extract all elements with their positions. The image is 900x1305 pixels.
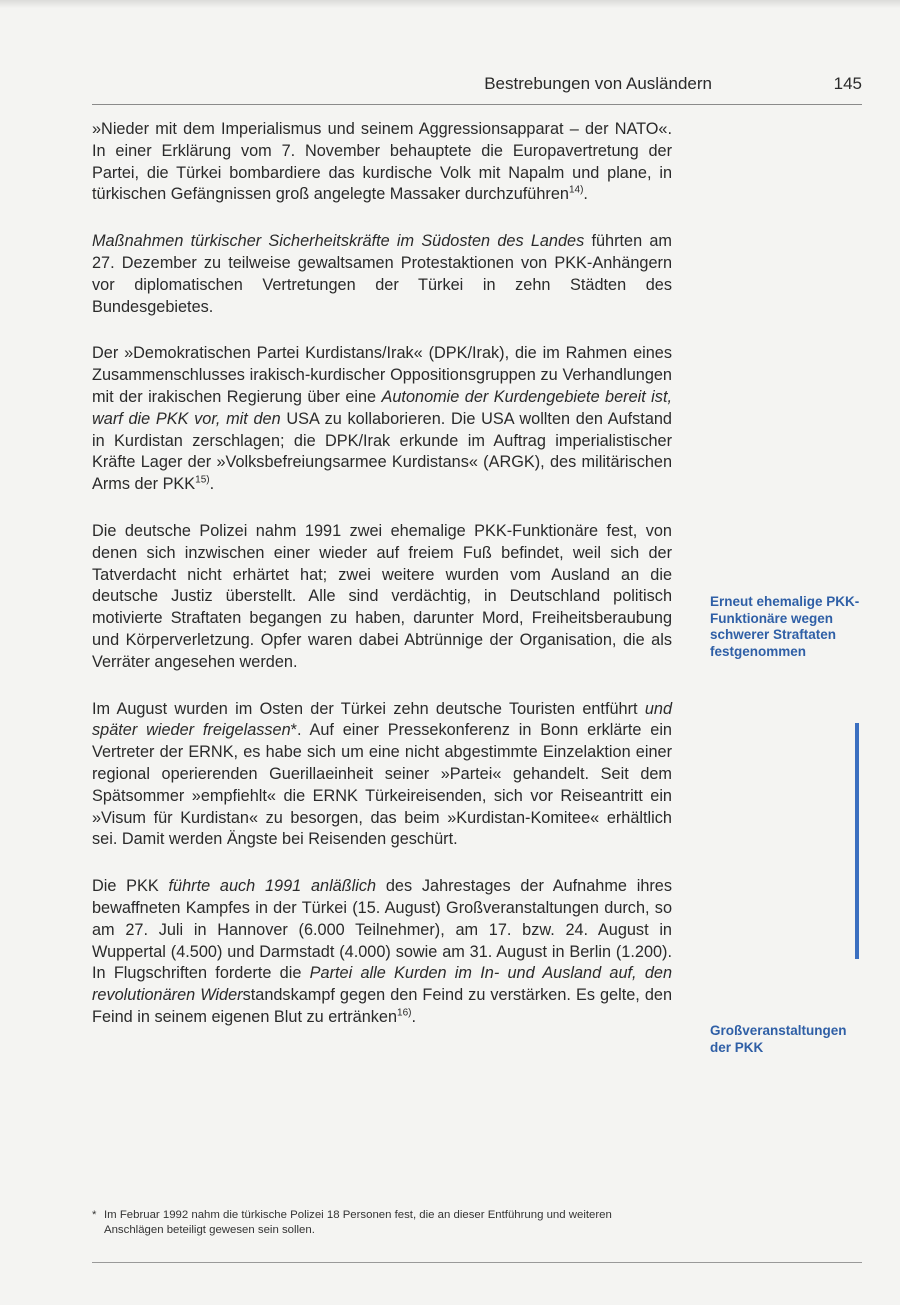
emphasis-text: Partei alle Kurden im In- und Ausland auf, den revolutionären Wider — [92, 964, 672, 1005]
page-number: 145 — [833, 74, 862, 93]
paragraph — [92, 876, 672, 1029]
change-bar — [855, 723, 859, 959]
text-run: . — [209, 475, 215, 494]
text-run: des Jahrestages der Aufnahme ihres bewaffneten Kampfes in der Türkei (15. August) Großveranstaltungen durch, so am 27. Juli in Hannover (6.000 Teilnehmer), am 17. bzw. 24. August in Wuppertal (4.500) und Darmstadt (4.000) sowie am 31. August in Berlin (1.200). In Flugschriften forderte die — [92, 877, 672, 983]
text-run: *. Auf einer Pressekonferenz in Bonn erklärte ein Vertreter der ERNK, es habe sich um eine nicht abgestimmte Einzelaktion einer regional operierenden Guerillaeinheit seiner »Partei« gehandelt. Seit dem Spätsommer »empfiehlt« die ERNK Türkeireisenden, sich vor Reiseantritt ein »Visum für Kurdistan« zu besorgen, das beim »Kurdistan-Komitee« erhältlich sei. Damit werden Ängste bei Reisenden geschürt. — [92, 721, 672, 849]
emphasis-text: und später wieder freigelassen — [92, 699, 672, 740]
header-title: Bestrebungen von Ausländern — [484, 74, 712, 93]
text-run: »Nieder mit dem Imperialismus und seinem Aggressionsapparat – der NATO«. In einer Erklärung vom 7. November behauptete die Europavertretung der Partei, die Türkei bombardiere das kurdische Volk mit Napalm und plane, in türkischen Gefängnissen groß angelegte Massaker durchzuführen — [92, 120, 672, 204]
footnote-reference: 15) — [195, 474, 210, 486]
text-run: Im August wurden im Osten der Türkei zehn deutsche Touristen entführt — [92, 699, 645, 718]
paragraph — [92, 699, 672, 852]
text-run: Die deutsche Polizei nahm 1991 zwei ehemalige PKK-Funktionäre fest, von denen sich inzwischen einer wieder auf freiem Fuß befindet, weil sich der Tatverdacht nicht erhärtet hat; zwei weitere wurden vom Ausland an die deutsche Justiz überstellt. Alle sind verdächtig, in Deutschland politisch motivierte Straftaten begangen zu haben, darunter Mord, Freiheitsberaubung und Körperverletzung. Opfer waren dabei Abtrünnige der Organisation, die als Verräter angesehen werden. — [92, 521, 672, 671]
text-run: . — [583, 185, 588, 204]
paragraph — [92, 343, 672, 496]
marginal-note-arrests: Erneut ehemalige PKK-Funktionäre wegen schwerer Straftaten festgenommen — [710, 594, 860, 659]
text-run: . — [411, 1007, 416, 1026]
bottom-rule — [92, 1262, 862, 1263]
marginal-note-events: Großveranstaltungen der PKK — [710, 1023, 847, 1055]
paragraph — [92, 521, 672, 674]
footnote — [92, 1208, 672, 1238]
scan-top-edge — [0, 0, 900, 8]
text-run: standskampf gegen den Feind zu verstärken. Es gelte, den Feind in seinem eigenen Blut zu ertränken — [92, 986, 673, 1026]
paragraph — [92, 231, 672, 318]
header-rule — [92, 104, 862, 105]
footnote-reference: 14) — [568, 184, 584, 196]
emphasis-text: führte auch 1991 anläßlich — [168, 877, 377, 896]
text-run: führten am 27. Dezember zu teilweise gewaltsamen Protestaktionen von PKK-Anhängern vor diplomatischen Vertretungen der Türkei in zehn Städten des Bundesgebietes. — [92, 232, 672, 316]
emphasis-text: Maßnahmen türkischer Sicherheitskräfte im Südosten des Landes — [92, 232, 585, 251]
body-text — [92, 119, 672, 1054]
running-header — [92, 74, 862, 104]
footnote-mark: * — [92, 1209, 97, 1221]
text-run: USA zu kollaborieren. Die USA wollten den Aufstand in Kurdistan zerschlagen; die DPK/Irak erkunde im Auftrag imperialistischer Kräfte Lager der »Volksbefreiungsarmee Kurdistans« (ARGK), des militärischen Arms der PKK — [92, 409, 672, 494]
emphasis-text: Autonomie der Kurdengebiete bereit ist, warf die PKK vor, mit den — [92, 387, 672, 428]
text-run: Die PKK — [92, 877, 169, 896]
footnote-reference: 16) — [397, 1007, 412, 1019]
paragraph — [92, 119, 672, 206]
footnote-text: Im Februar 1992 nahm die türkische Polizei 18 Personen fest, die an dieser Entführung und weiteren Anschlägen beteiligt gewesen sein sollen. — [104, 1209, 612, 1236]
text-run: Der »Demokratischen Partei Kurdistans/Irak« (DPK/Irak), die im Rahmen eines Zusammenschlusses irakisch-kurdischer Oppositionsgruppen zu Verhandlungen mit der irakischen Regierung über eine — [92, 344, 672, 406]
